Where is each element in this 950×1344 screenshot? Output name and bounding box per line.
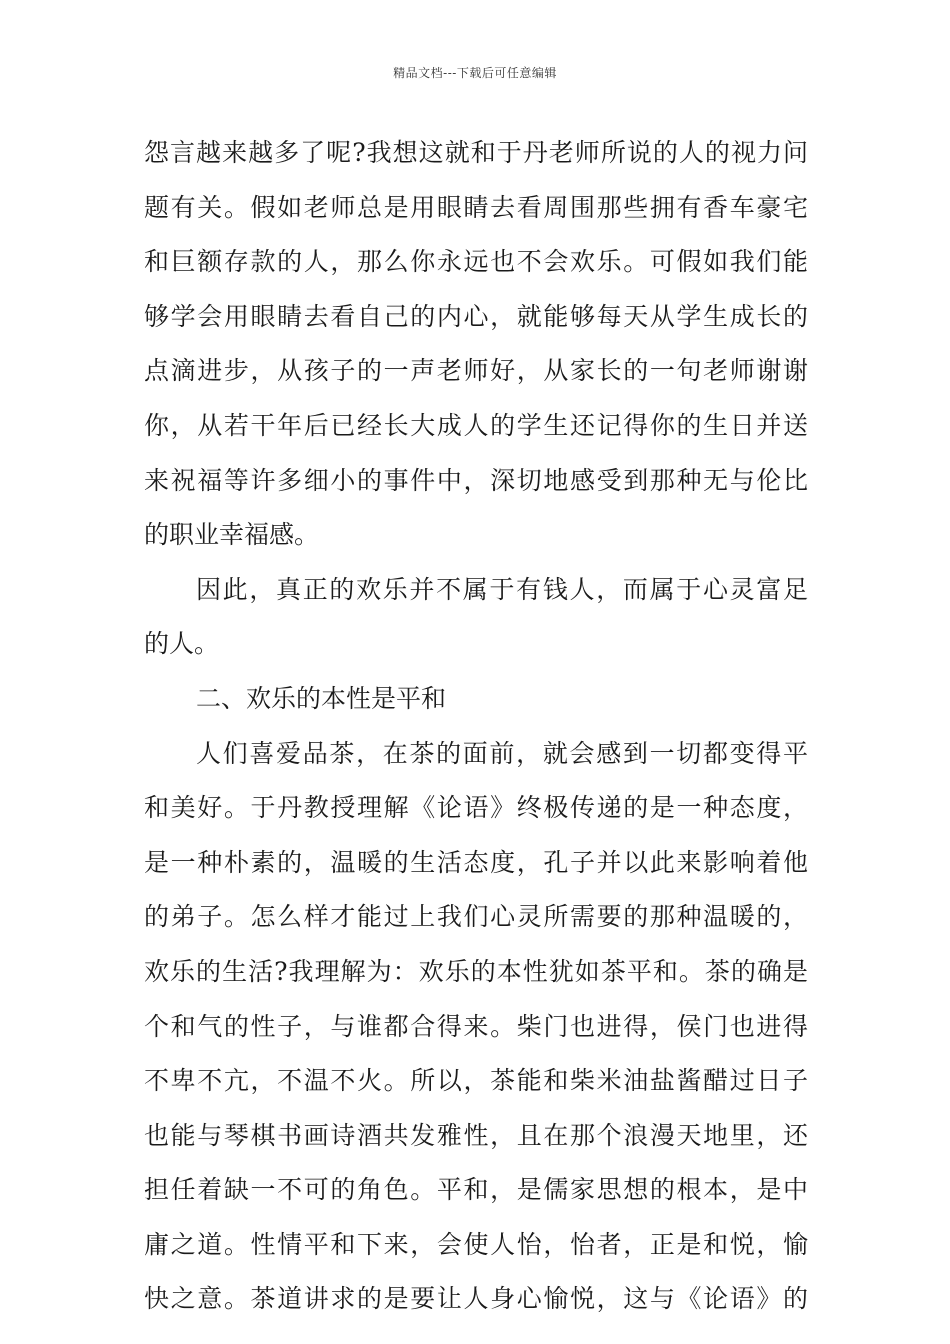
text-line: 和巨额存款的人，那么你永远也不会欢乐。可假如我们能: [144, 247, 808, 277]
section-heading: 二、欢乐的本性是平和: [196, 683, 447, 713]
text-line: 和美好。于丹教授理解《论语》终极传递的是一种态度，: [144, 793, 808, 823]
text-line: 庸之道。性情平和下来，会使人怡，怡者，正是和悦，愉: [144, 1229, 808, 1259]
text-line: 不卑不亢，不温不火。所以，茶能和柴米油盐酱醋过日子: [144, 1066, 808, 1096]
text-line: 来祝福等许多细小的事件中，深切地感受到那种无与伦比: [144, 465, 808, 495]
text-line: 快之意。茶道讲求的是要让人身心愉悦，这与《论语》的: [144, 1284, 808, 1314]
text-line: 担任着缺一不可的角色。平和，是儒家思想的根本，是中: [144, 1175, 808, 1205]
text-line: 题有关。假如老师总是用眼睛去看周围那些拥有香车豪宅: [144, 192, 808, 222]
text-line: 的职业幸福感。: [144, 520, 320, 550]
text-line: 你，从若干年后已经长大成人的学生还记得你的生日并送: [144, 410, 808, 440]
text-line: 怨言越来越多了呢?我想这就和于丹老师所说的人的视力问: [144, 138, 808, 167]
paragraph-start: 因此，真正的欢乐并不属于有钱人，而属于心灵富足: [196, 574, 808, 604]
text-line: 欢乐的生活?我理解为：欢乐的本性犹如茶平和。茶的确是: [144, 956, 808, 986]
paragraph-start: 人们喜爱品茶，在茶的面前，就会感到一切都变得平: [196, 738, 808, 768]
document-body: [144, 126, 808, 1327]
text-line: 的人。: [144, 629, 220, 659]
text-line: 是一种朴素的，温暖的生活态度，孔子并以此来影响着他: [144, 847, 808, 877]
page-header: 精品文档---下载后可任意编辑: [393, 66, 557, 80]
text-line: 够学会用眼睛去看自己的内心，就能够每天从学生成长的: [144, 301, 808, 331]
text-line: 点滴进步，从孩子的一声老师好，从家长的一句老师谢谢: [144, 356, 808, 386]
text-line: 也能与琴棋书画诗酒共发雅性，且在那个浪漫天地里，还: [144, 1120, 808, 1150]
text-line: 的弟子。怎么样才能过上我们心灵所需要的那种温暖的，: [144, 902, 808, 932]
text-line: 个和气的性子，与谁都合得来。柴门也进得，侯门也进得: [144, 1011, 808, 1041]
